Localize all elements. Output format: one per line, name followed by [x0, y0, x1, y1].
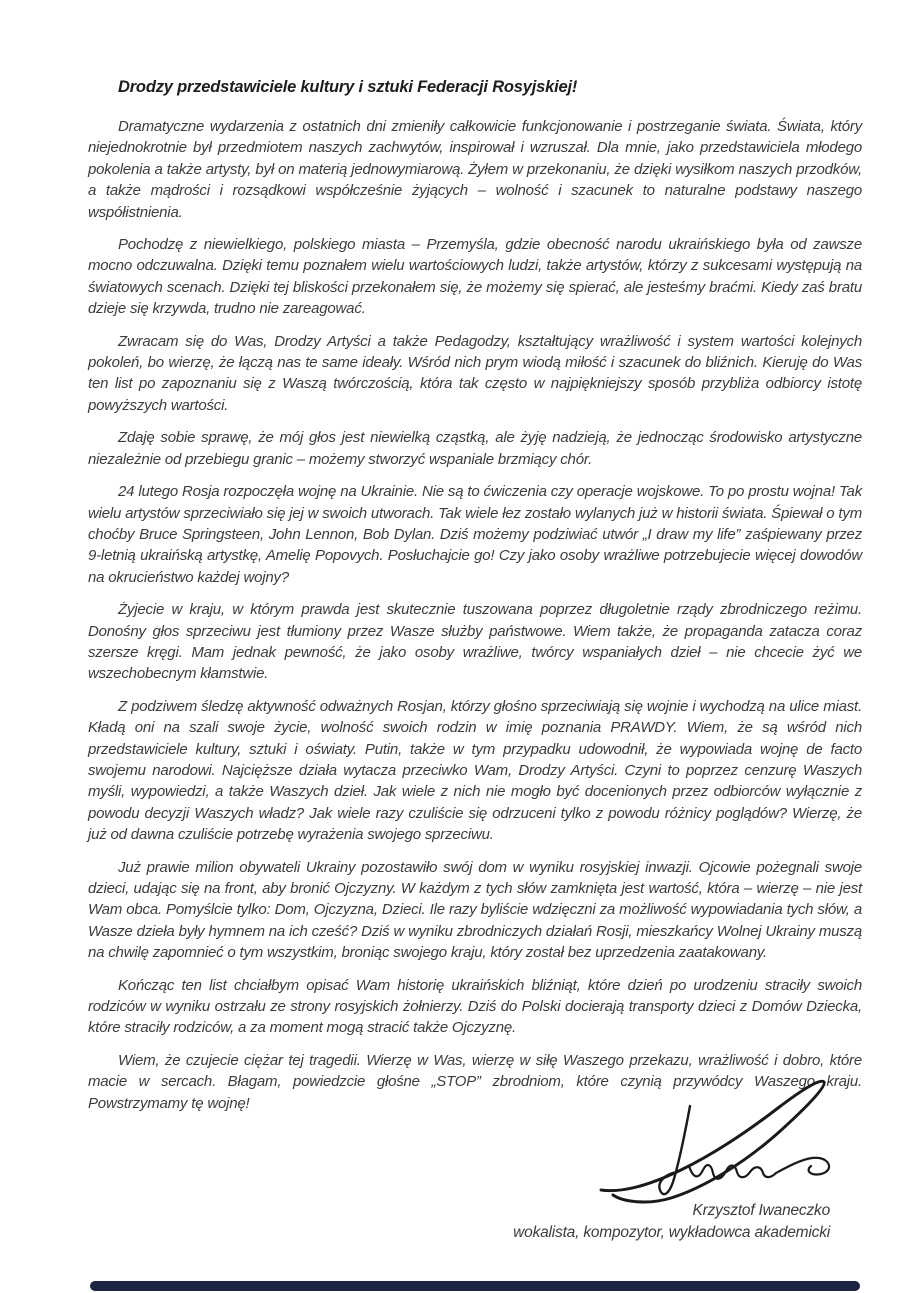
letter-body [88, 116, 862, 1114]
signature-block [513, 1200, 830, 1244]
paragraph: Żyjecie w kraju, w którym prawda jest skutecznie tuszowana poprzez długoletnie rządy zbrodniczego reżimu. Donośny głos sprzeciwu jest tłumiony przez Wasze służby państwowe. Wiem także, że propaganda zatacza coraz szersze kręgi. Mam jednak pewność, że jako osoby wrażliwe, twórcy wspaniałych dzieł – nie chcecie żyć we wszechobecnym kłamstwie. [88, 601, 862, 683]
paragraph: Pochodzę z niewielkiego, polskiego miasta – Przemyśla, gdzie obecność narodu ukraińskiego była od zawsze mocno odczuwalna. Dzięki temu poznałem wielu wartościowych ludzi, także artystów, którzy z sukcesami występują na światowych scenach. Dzięki tej bliskości przekonałem się, że możemy się spierać, ale jesteśmy braćmi. Kiedy zaś bratu dzieje się krzywda, trudno nie zareagować. [88, 236, 862, 318]
paragraph: Zwracam się do Was, Drodzy Artyści a także Pedagodzy, kształtujący wrażliwość i system wartości kolejnych pokoleń, bo wierzę, że łączą nas te same ideały. Wśród nich prym wiodą miłość i szacunek do bliźnich. Kieruję do Was ten list po zapoznaniu się z Waszą twórczością, która tak często w najpiękniejszy sposób przybliża odbiorcy istotę powyższych wartości. [88, 332, 862, 414]
footer-accent-bar [90, 1281, 860, 1291]
signature-titles: wokalista, kompozytor, wykładowca akademicki [513, 1224, 830, 1241]
signature-name: Krzysztof Iwaneczko [692, 1202, 830, 1219]
paragraph: 24 lutego Rosja rozpoczęła wojnę na Ukrainie. Nie są to ćwiczenia czy operacje wojskowe. To po prostu wojna! Tak wielu artystów sprzeciwiało się jej w swoich utworach. Tak wiele łez zostało wylanych już w historii świata. Śpiewał o tym choćby Bruce Springsteen, John Lennon, Bob Dylan. Dziś możemy podziwiać utwór „I draw my life” zaśpiewany przez 9-letnią ukraińską artystkę, Amelię Popovych. Posłuchajcie go! Czy jako osoby wrażliwe potrzebujecie więcej dowodów na okrucieństwo każdej wojny? [88, 483, 862, 586]
paragraph: Dramatyczne wydarzenia z ostatnich dni zmieniły całkowicie funkcjonowanie i postrzeganie świata. Świata, który niejednokrotnie był przedmiotem naszych zachwytów, inspirował i wzruszał. Dla mnie, jako przedstawiciela młodego pokolenia a także artysty, był on materią jednowymiarową. Żyłem w przekonaniu, że dzięki wysiłkom naszych przodków, a także mądrości i rozsądkowi współcześnie żyjących – wolność i szacunek to naturalne podstawy naszego współistnienia. [88, 118, 862, 221]
paragraph: Wiem, że czujecie ciężar tej tragedii. Wierzę w Was, wierzę w siłę Waszego przekazu, wrażliwość i dobro, które macie w sercach. Błagam, powiedzcie głośne „STOP” zbrodniom, które czynią przywódcy Waszego kraju. Powstrzymamy tę wojnę! [88, 1051, 862, 1112]
paragraph: Kończąc ten list chciałbym opisać Wam historię ukraińskich bliźniąt, które dzień po urodzeniu straciły swoich rodziców w wyniku ostrzału ze strony rosyjskich żołnierzy. Dziś do Polski docierają transporty dzieci z Domów Dziecka, które straciły rodziców, a za moment mogą stracić także Ojczyznę. [88, 976, 862, 1037]
paragraph: Już prawie milion obywateli Ukrainy pozostawiło swój dom w wyniku rosyjskiej inwazji. Ojcowie pożegnali swoje dzieci, udając się na front, aby bronić Ojczyzny. W każdym z tych słów zamknięta jest wartość, która – wierzę – nie jest Wam obca. Pomyślcie tylko: Dom, Ojczyzna, Dzieci. Ile razy byliście wdzięczni za możliwość wypowiadania tych słów, a Wasze dzieła były hymnem na ich cześć? Dziś w wyniku zbrodniczych działań Rosji, mieszkańcy Wolnej Ukrainy muszą na chwilę zapomnieć o tym wszystkim, broniąc swojego kraju, który został bez uprzedzenia zaatakowany. [88, 858, 862, 962]
paragraph: Zdaję sobie sprawę, że mój głos jest niewielką cząstką, ale żyję nadzieją, że jednocząc środowisko artystyczne niezależnie od przebiegu granic – możemy stworzyć wspaniale brzmiący chór. [88, 429, 862, 468]
letter-heading: Drodzy przedstawiciele kultury i sztuki Federacji Rosyjskiej! [118, 78, 578, 96]
handwritten-signature-icon [593, 1078, 853, 1208]
paragraph: Z podziwem śledzę aktywność odważnych Rosjan, którzy głośno sprzeciwiają się wojnie i wychodzą na ulice miast. Kładą oni na szali swoje życie, wolność swoich rodzin w imię poznania PRAWDY. Wiem, że są wśród nich przedstawiciele kultury, sztuki i oświaty. Putin, także w tym przypadku udowodnił, że wypowiada wojnę de facto swojemu narodowi. Najcięższe działa wytacza przeciwko Wam, Drodzy Artyści. Czyni to poprzez cenzurę Waszych myśli, wypowiedzi, a także Waszych dzieł. Jak wiele z nich nie mogło być docenionych przez odbiorców wyłącznie z powodu decyzji Waszych władz? Jak wiele razy czuliście się odrzuceni tylko z powodu różnicy poglądów? Wierzę, że już od dawna czuliście potrzebę wyrażenia swojego sprzeciwu. [88, 697, 862, 844]
